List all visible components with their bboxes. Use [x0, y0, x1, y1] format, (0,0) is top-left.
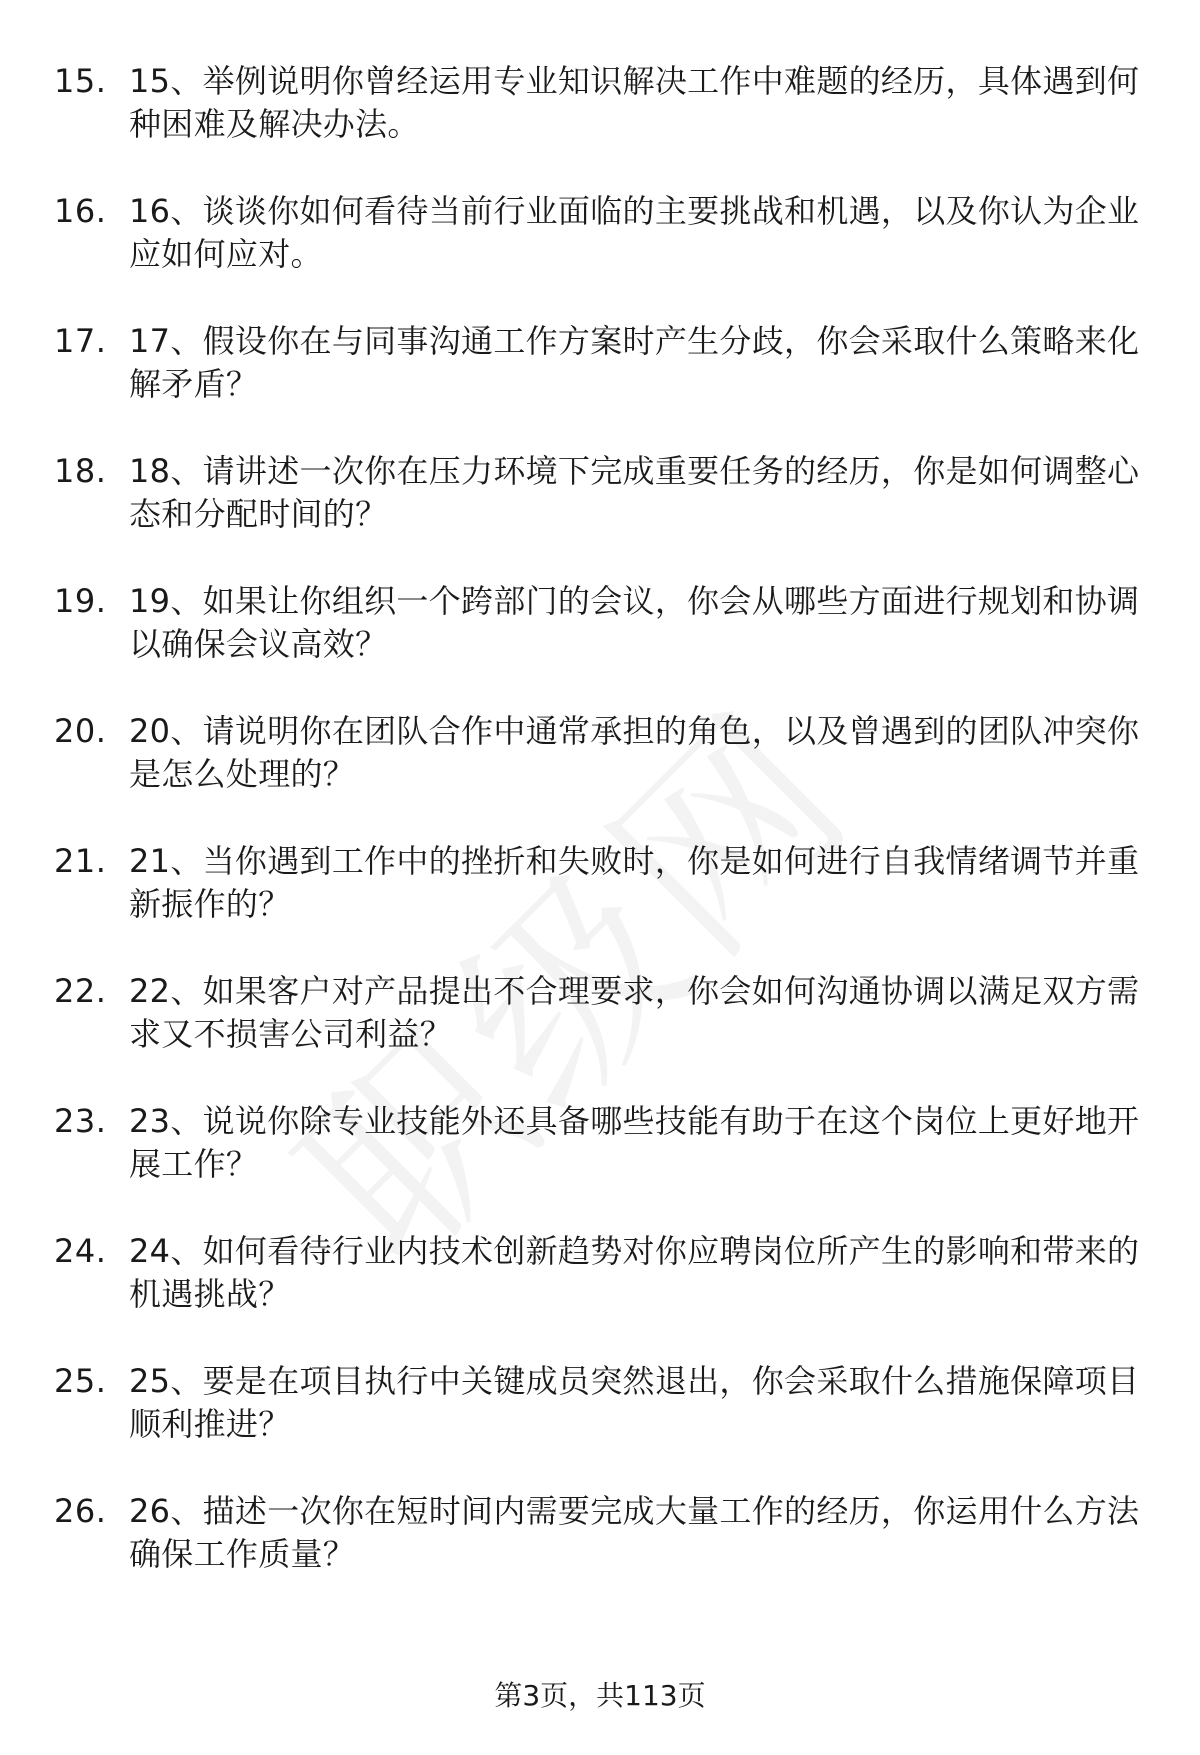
question-text: 15、举例说明你曾经运用专业知识解决工作中难题的经历，具体遇到何种困难及解决办法。 [129, 62, 1140, 143]
question-number: 15. [54, 62, 107, 100]
question-number: 22. [54, 972, 107, 1010]
question-text: 25、要是在项目执行中关键成员突然退出，你会采取什么措施保障项目顺利推进？ [129, 1362, 1140, 1443]
question-number: 20. [54, 712, 107, 750]
question-item [54, 1490, 1154, 1620]
question-item [54, 320, 1154, 450]
question-item [54, 1360, 1154, 1490]
question-text: 22、如果客户对产品提出不合理要求，你会如何沟通协调以满足双方需求又不损害公司利益？ [129, 972, 1140, 1053]
question-text: 17、假设你在与同事沟通工作方案时产生分歧，你会采取什么策略来化解矛盾？ [129, 322, 1140, 403]
question-number: 25. [54, 1362, 107, 1400]
question-number: 18. [54, 452, 107, 490]
question-item [54, 1100, 1154, 1230]
question-text: 16、谈谈你如何看待当前行业面临的主要挑战和机遇，以及你认为企业应如何应对。 [129, 192, 1140, 273]
question-text: 24、如何看待行业内技术创新趋势对你应聘岗位所产生的影响和带来的机遇挑战？ [129, 1232, 1140, 1313]
question-number: 17. [54, 322, 107, 360]
question-item [54, 1230, 1154, 1360]
question-list [54, 60, 1154, 1620]
question-number: 21. [54, 842, 107, 880]
question-number: 16. [54, 192, 107, 230]
question-text: 18、请讲述一次你在压力环境下完成重要任务的经历，你是如何调整心态和分配时间的？ [129, 452, 1140, 533]
question-number: 26. [54, 1492, 107, 1530]
question-item [54, 580, 1154, 710]
question-item [54, 710, 1154, 840]
question-number: 24. [54, 1232, 107, 1270]
question-item [54, 60, 1154, 190]
question-text: 26、描述一次你在短时间内需要完成大量工作的经历，你运用什么方法确保工作质量？ [129, 1492, 1140, 1573]
question-number: 19. [54, 582, 107, 620]
question-item [54, 840, 1154, 970]
question-item [54, 190, 1154, 320]
question-item [54, 450, 1154, 580]
question-number: 23. [54, 1102, 107, 1140]
page-indicator: 第3页，共113页 [494, 1679, 706, 1712]
question-item [54, 970, 1154, 1100]
question-text: 19、如果让你组织一个跨部门的会议，你会从哪些方面进行规划和协调以确保会议高效？ [129, 582, 1140, 663]
question-text: 23、说说你除专业技能外还具备哪些技能有助于在这个岗位上更好地开展工作？ [129, 1102, 1140, 1183]
question-text: 21、当你遇到工作中的挫折和失败时，你是如何进行自我情绪调节并重新振作的？ [129, 842, 1140, 923]
question-text: 20、请说明你在团队合作中通常承担的角色，以及曾遇到的团队冲突你是怎么处理的？ [129, 712, 1140, 793]
